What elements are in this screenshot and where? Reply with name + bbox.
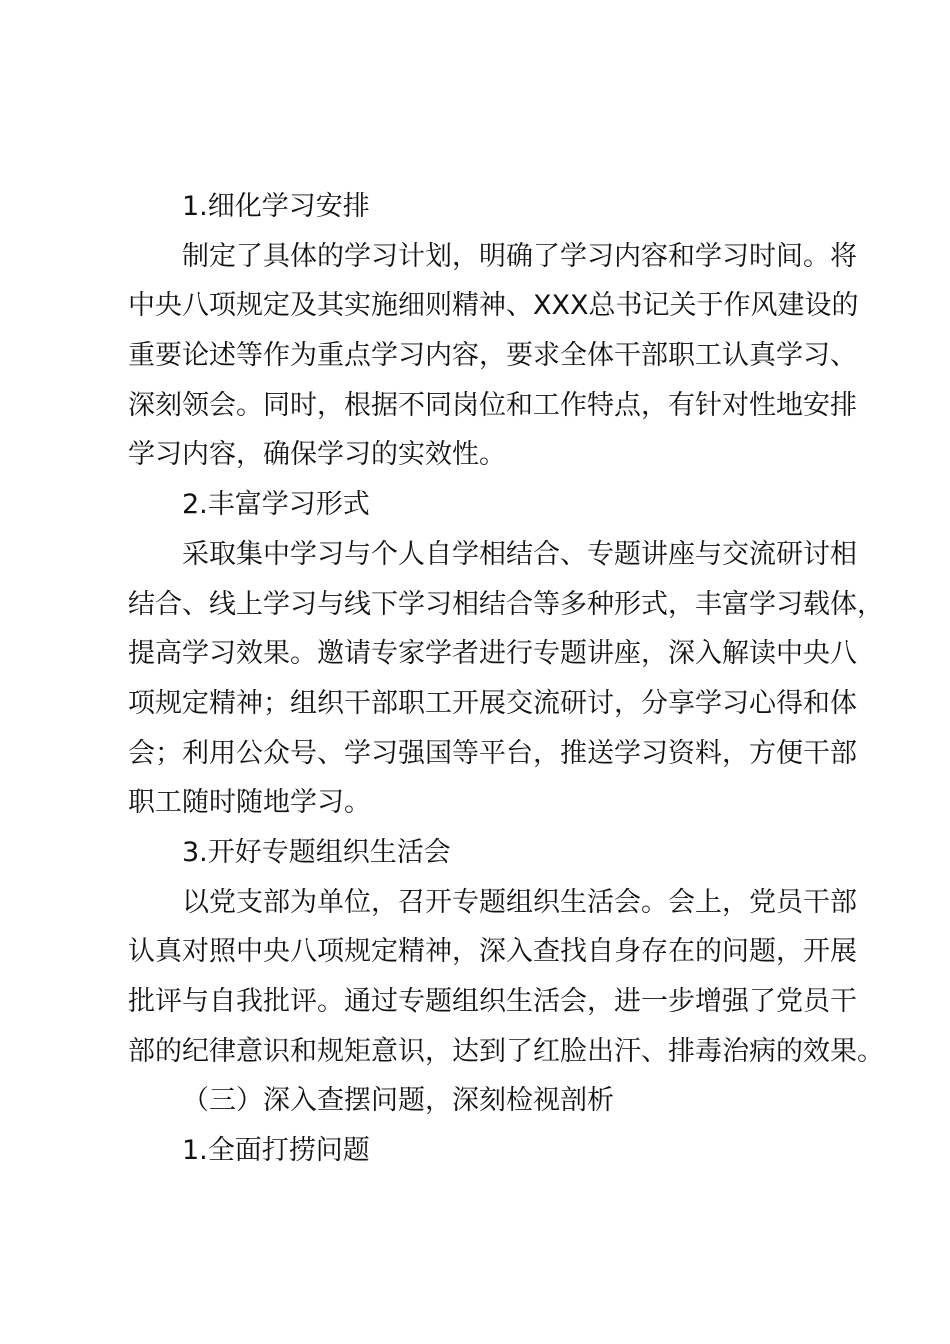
paragraph-line: 认真对照中央八项规定精神，深入查找自身存在的问题，开展 [128, 936, 857, 968]
paragraph-line: 重要论述等作为重点学习内容，要求全体干部职工认真学习、 [128, 340, 857, 372]
paragraph-line: 中央八项规定及其实施细则精神、XXX总书记关于作风建设的 [128, 290, 859, 322]
document-page [128, 182, 884, 1176]
subheading-enrich-study-forms: 2.丰富学习形式 [182, 489, 370, 521]
subheading-refine-study-arrangement: 1.细化学习安排 [182, 191, 370, 222]
paragraph-line: 项规定精神；组织干部职工开展交流研讨，分享学习心得和体 [128, 687, 857, 719]
subheading-identify-problems: 1.全面打捞问题 [182, 1135, 370, 1167]
paragraph-line: 会；利用公众号、学习强国等平台，推送学习资料，方便干部 [128, 737, 857, 769]
subheading-life-meeting: 3.开好专题组织生活会 [182, 836, 451, 868]
paragraph-line: 制定了具体的学习计划，明确了学习内容和学习时间。将 [182, 240, 857, 272]
paragraph-line: 以党支部为单位，召开专题组织生活会。会上，党员干部 [182, 886, 857, 918]
paragraph-line: 结合、线上学习与线下学习相结合等多种形式，丰富学习载体， [128, 588, 884, 620]
paragraph-line: 部的纪律意识和规矩意识，达到了红脸出汗、排毒治病的效果。 [128, 1035, 884, 1067]
section-heading-three: （三）深入查摆问题，深刻检视剖析 [182, 1085, 614, 1117]
paragraph-line: 批评与自我批评。通过专题组织生活会，进一步增强了党员干 [128, 986, 857, 1017]
paragraph-line: 采取集中学习与个人自学相结合、专题讲座与交流研讨相 [182, 538, 857, 570]
paragraph-line: 提高学习效果。邀请专家学者进行专题讲座，深入解读中央八 [128, 638, 857, 670]
paragraph-line: 学习内容，确保学习的实效性。 [128, 439, 506, 471]
paragraph-line: 深刻领会。同时，根据不同岗位和工作特点，有针对性地安排 [128, 389, 857, 421]
paragraph-line: 职工随时随地学习。 [128, 787, 371, 819]
